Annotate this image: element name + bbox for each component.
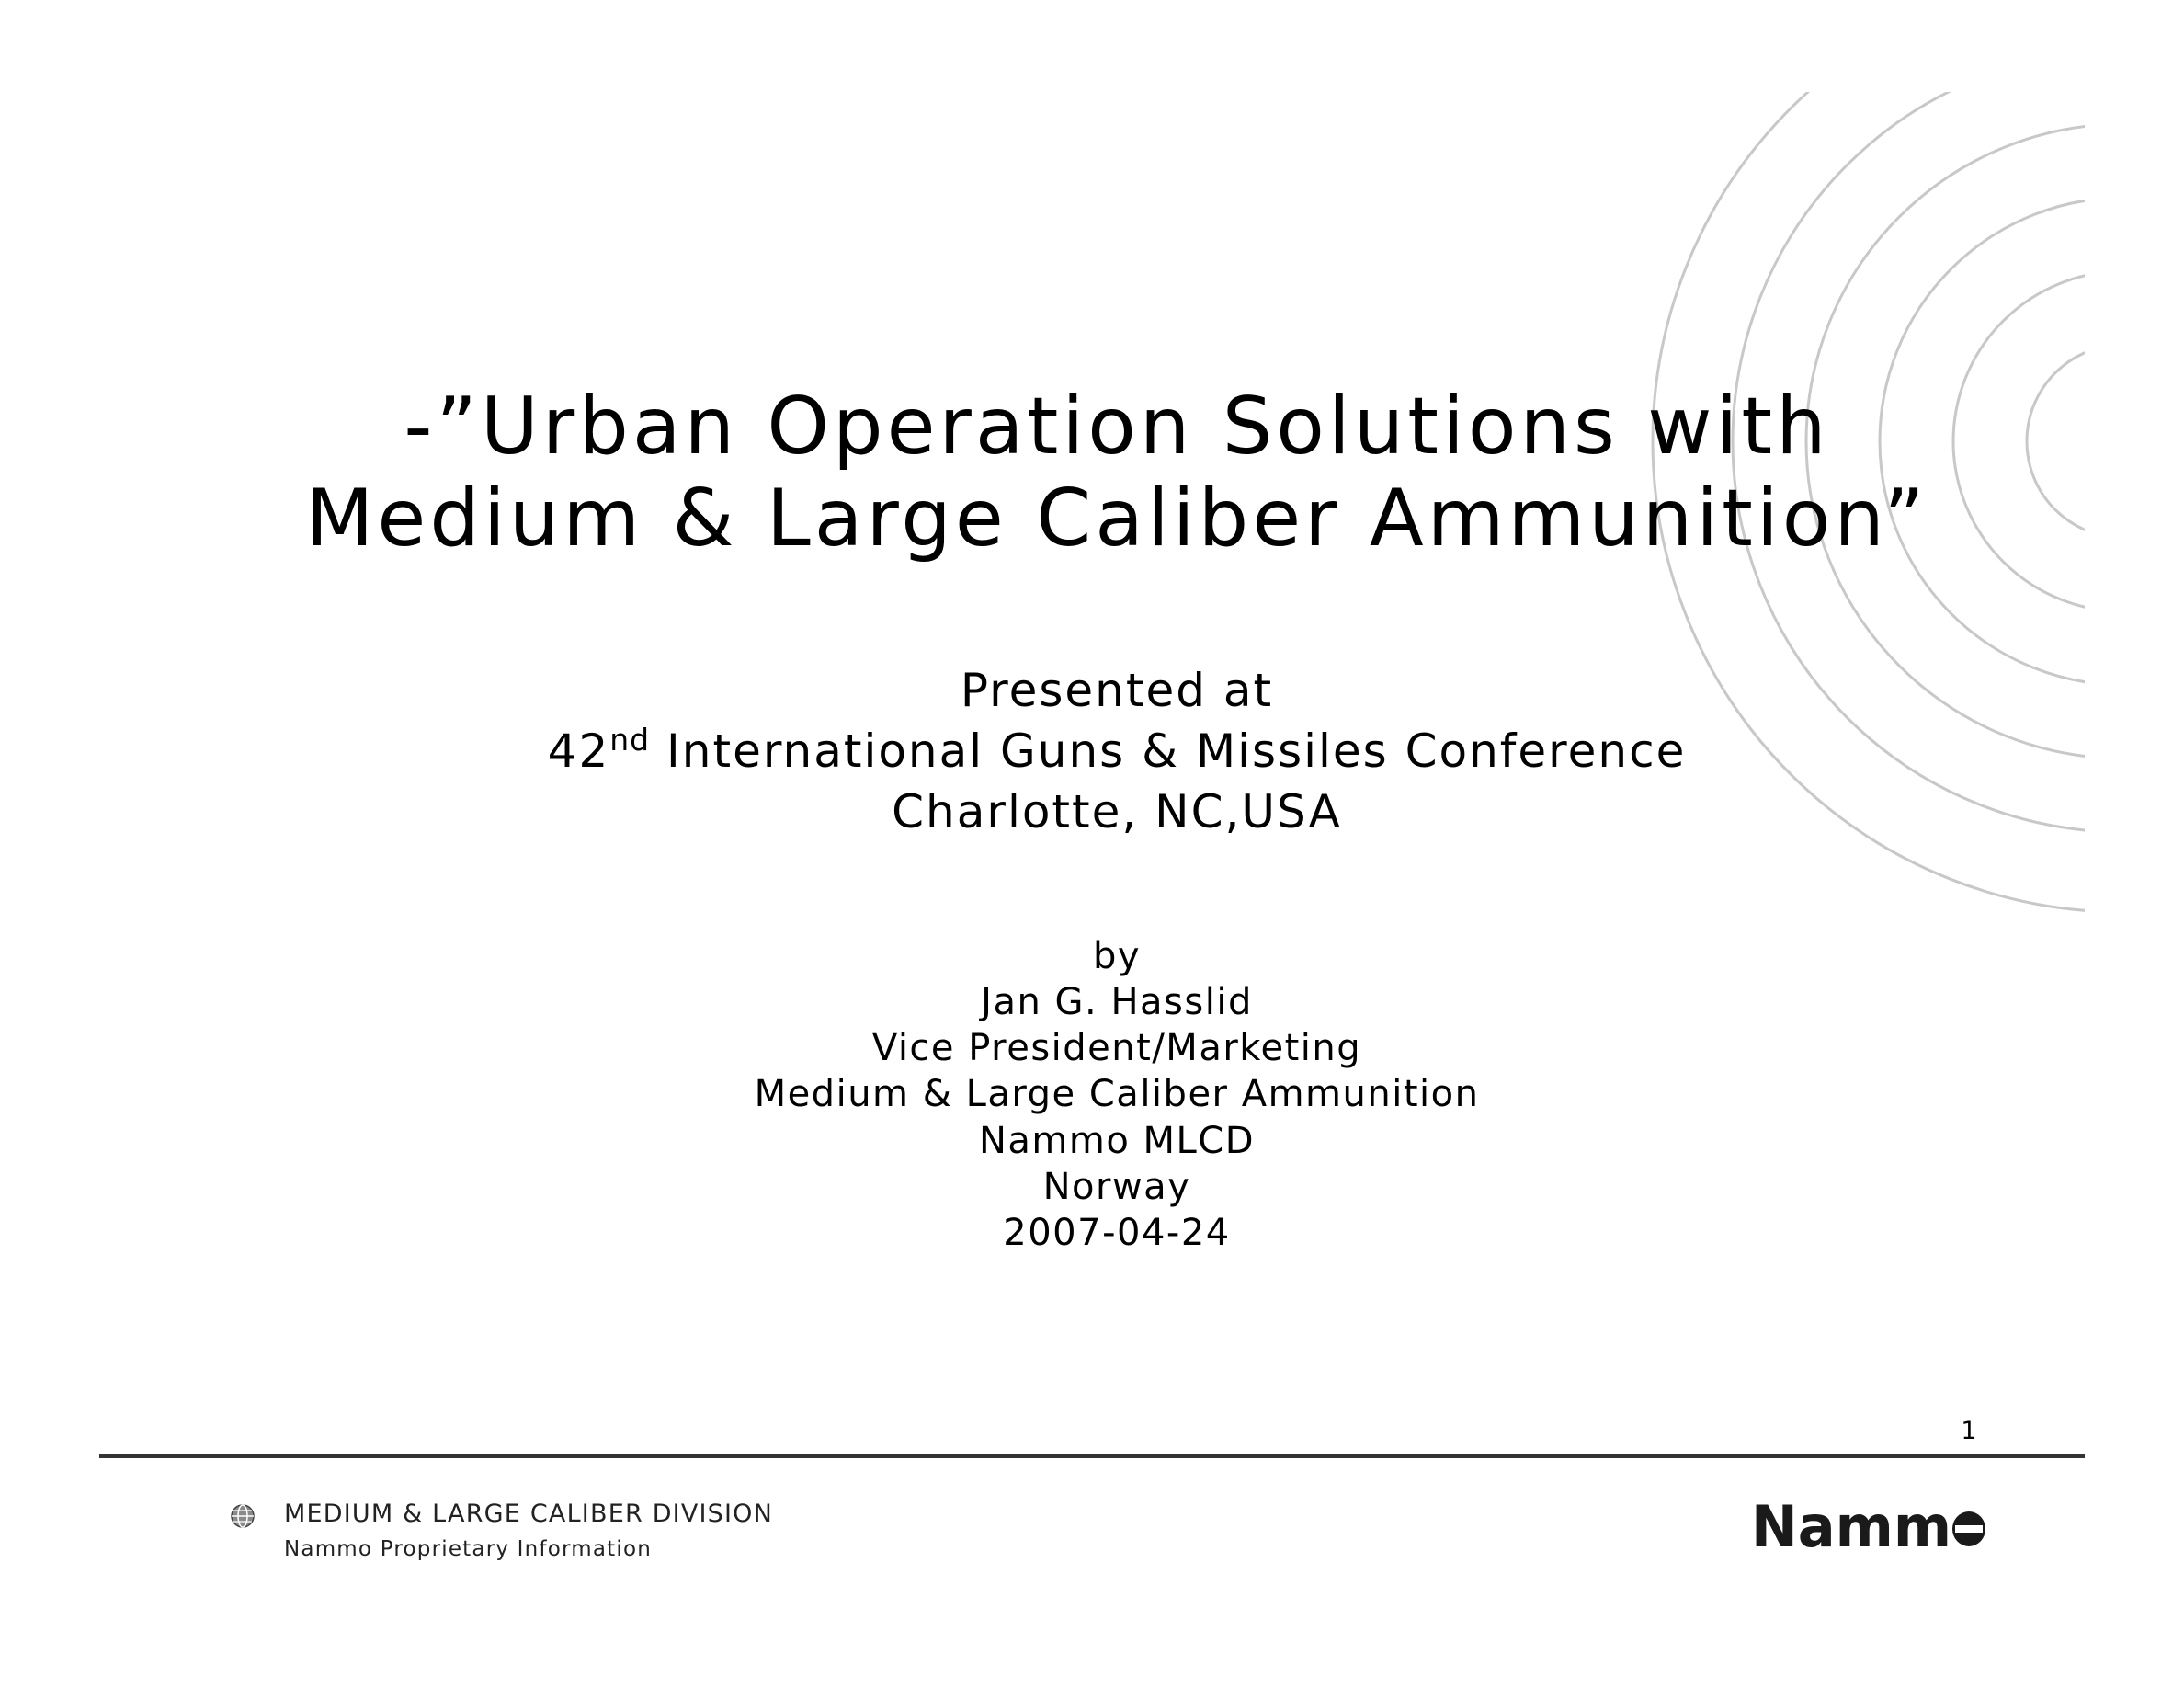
conference-name: International Guns & Missiles Conference [650,724,1687,778]
svg-text:Namm: Namm [1751,1499,1951,1554]
presenter-name: Jan G. Hasslid [981,981,1253,1023]
footer-division-label: MEDIUM & LARGE CALIBER DIVISION [284,1500,774,1528]
slide-title-line-1: -”Urban Operation Solutions with [404,381,1830,473]
nammo-logo [1751,1499,1986,1554]
presented-at-label: Presented at [960,664,1274,717]
footer-proprietary-label: Nammo Proprietary Information [284,1537,653,1561]
footer-divider [99,1454,2085,1458]
slide-title-line-2: Medium & Large Caliber Ammunition” [305,473,1928,565]
presenter-company: Nammo MLCD [978,1120,1256,1162]
presenter-country: Norway [1042,1166,1191,1208]
presenter-title: Vice President/Marketing [871,1027,1362,1069]
globe-emblem-icon [230,1503,256,1529]
conference-ordinal-suffix: nd [609,722,651,758]
page-number: 1 [1961,1417,1977,1445]
conference-line [0,721,2184,787]
conference-location: Charlotte, NC,USA [892,785,1342,838]
presentation-date: 2007-04-24 [1003,1212,1231,1254]
presenter-unit: Medium & Large Caliber Ammunition [754,1073,1480,1115]
conference-ordinal-number: 42 [547,724,610,778]
by-label: by [1092,935,1142,977]
